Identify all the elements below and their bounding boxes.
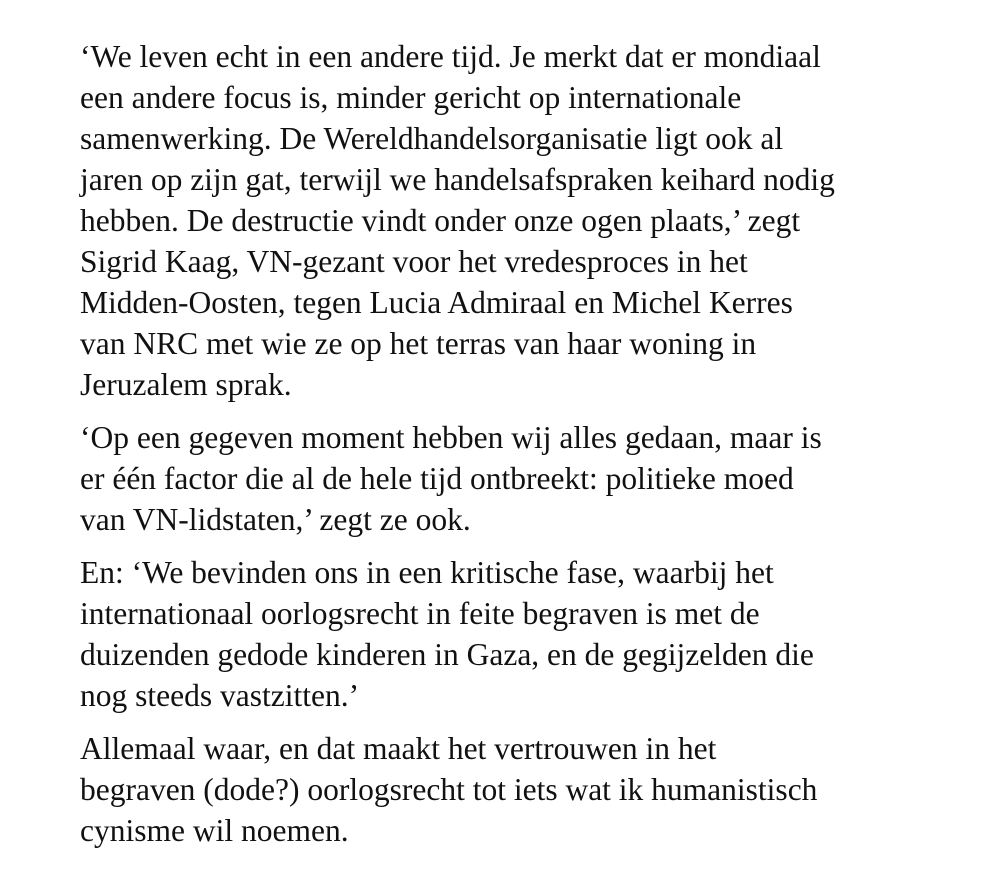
text-line: samenwerking. De Wereldhandelsorganisatie ligt ook al xyxy=(80,121,784,156)
text-line: hebben. De destructie vindt onder onze ogen plaats,’ zegt xyxy=(80,203,801,238)
text-line: Jeruzalem sprak. xyxy=(80,367,292,402)
article-body xyxy=(80,36,980,863)
text-line: van VN-lidstaten,’ zegt ze ook. xyxy=(80,502,471,537)
text-line: cynisme wil noemen. xyxy=(80,813,349,848)
text-line: van NRC met wie ze op het terras van haar woning in xyxy=(80,326,757,361)
text-line: ‘Op een gegeven moment hebben wij alles gedaan, maar is xyxy=(80,420,822,455)
text-line: Allemaal waar, en dat maakt het vertrouwen in het xyxy=(80,731,717,766)
text-line: er één factor die al de hele tijd ontbreekt: politieke moed xyxy=(80,461,794,496)
text-line: ‘We leven echt in een andere tijd. Je merkt dat er mondiaal xyxy=(80,39,821,74)
paragraph-2 xyxy=(80,417,980,540)
text-line: En: ‘We bevinden ons in een kritische fase, waarbij het xyxy=(80,555,774,590)
text-line: nog steeds vastzitten.’ xyxy=(80,678,360,713)
text-line: een andere focus is, minder gericht op internationale xyxy=(80,80,742,115)
paragraph-1 xyxy=(80,36,980,405)
text-line: begraven (dode?) oorlogsrecht tot iets wat ik humanistisch xyxy=(80,772,818,807)
text-line: jaren op zijn gat, terwijl we handelsafspraken keihard nodig xyxy=(80,162,835,197)
text-line: Midden-Oosten, tegen Lucia Admiraal en Michel Kerres xyxy=(80,285,793,320)
text-line: internationaal oorlogsrecht in feite begraven is met de xyxy=(80,596,760,631)
paragraph-3 xyxy=(80,552,980,716)
paragraph-4 xyxy=(80,728,980,851)
text-line: duizenden gedode kinderen in Gaza, en de gegijzelden die xyxy=(80,637,814,672)
text-line: Sigrid Kaag, VN-gezant voor het vredesproces in het xyxy=(80,244,748,279)
